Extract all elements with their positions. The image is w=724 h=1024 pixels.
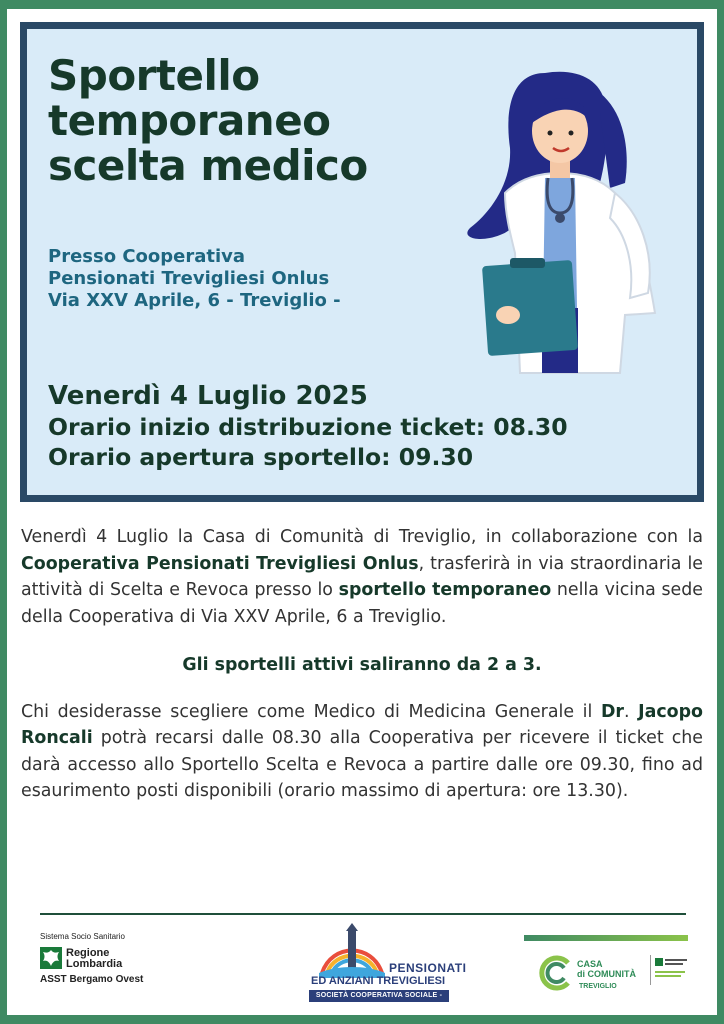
logo-town: TREVIGLIO <box>579 983 617 990</box>
regione-lombardia-cross-icon <box>40 947 62 969</box>
pensionati-logo <box>309 923 467 1011</box>
p1-bold-sportello: sportello temporaneo <box>338 580 552 600</box>
logo-asst: ASST Bergamo Ovest <box>40 974 144 985</box>
paragraph-1 <box>21 524 703 630</box>
poster-page <box>7 9 717 1015</box>
logo-band: SOCIETÀ COOPERATIVA SOCIALE - ONLUS <box>309 990 449 1002</box>
location-block <box>48 246 341 312</box>
region-line-2: Lombardia <box>66 958 123 970</box>
logo-system-label: Sistema Socio Sanitario <box>40 932 125 941</box>
logo-word-pensionati: PENSIONATI <box>389 961 467 975</box>
location-line-3: Via XXV Aprile, 6 - Treviglio - <box>48 290 341 311</box>
poster-title <box>48 53 368 188</box>
title-line-2: temporaneo <box>48 96 331 145</box>
p1-bold-cooperative: Cooperativa Pensionati Trevigliesi Onlus <box>21 553 419 574</box>
casa-comunita-logo <box>524 927 694 997</box>
p2-bold-name: Jacopo Roncali <box>21 701 703 748</box>
logo-word-anziani: ED ANZIANI TREVIGLIESI <box>311 975 446 987</box>
hero-panel <box>20 22 704 502</box>
p2-text-3: potrà recarsi dalle 08.30 alla Cooperativa per ricevere il ticket che darà accesso allo Sportello Scelta e Revoca a partire dalle ore 09.30, fino ad esaurimento posti disponibili (orario massimo di apertura: ore 13.30). <box>21 728 703 801</box>
ticket-time: Orario inizio distribuzione ticket: 08.30 <box>48 413 568 441</box>
location-line-2: Pensionati Trevigliesi Onlus <box>48 268 330 289</box>
title-line-1: Sportello <box>48 51 260 100</box>
p1-text-1: Venerdì 4 Luglio la Casa di Comunità di Treviglio, in collaborazione con la <box>21 527 703 547</box>
doctor-illustration <box>450 53 690 383</box>
p2-bold-dr: Dr <box>600 701 624 722</box>
p2-text-2: . <box>623 701 639 722</box>
p1-text-2: , trasferirà in via straordinaria le attività di Scelta e Revoca presso lo <box>21 553 703 600</box>
logo-casa-label <box>577 959 636 979</box>
body-text <box>21 524 703 805</box>
casa-line-1: CASA <box>577 959 603 969</box>
title-line-3: scelta medico <box>48 141 368 190</box>
regione-lombardia-logo <box>40 932 180 992</box>
casa-comunita-c-icon <box>538 955 574 991</box>
casa-line-2: di COMUNITÀ <box>577 969 636 979</box>
regione-mini-logo-icon <box>650 955 690 985</box>
schedule-block <box>48 381 568 472</box>
p1-text-3: nella vicina sede della Cooperativa di Via XXV Aprile, 6 a Treviglio. <box>21 580 703 627</box>
logo-region <box>66 948 122 970</box>
event-date: Venerdì 4 Luglio 2025 <box>48 381 368 411</box>
p2-text-1: Chi desiderasse scegliere come Medico di Medicina Generale il <box>21 701 601 722</box>
paragraph-2 <box>21 699 703 805</box>
highlight-line: Gli sportelli attivi saliranno da 2 a 3. <box>182 655 542 675</box>
footer-divider <box>40 913 686 915</box>
region-line-1: Regione <box>66 947 110 959</box>
opening-time: Orario apertura sportello: 09.30 <box>48 443 474 471</box>
location-line-1: Presso Cooperativa <box>48 246 246 267</box>
logo-gradient-bar <box>524 935 688 941</box>
pensionati-tower-icon <box>317 923 387 978</box>
